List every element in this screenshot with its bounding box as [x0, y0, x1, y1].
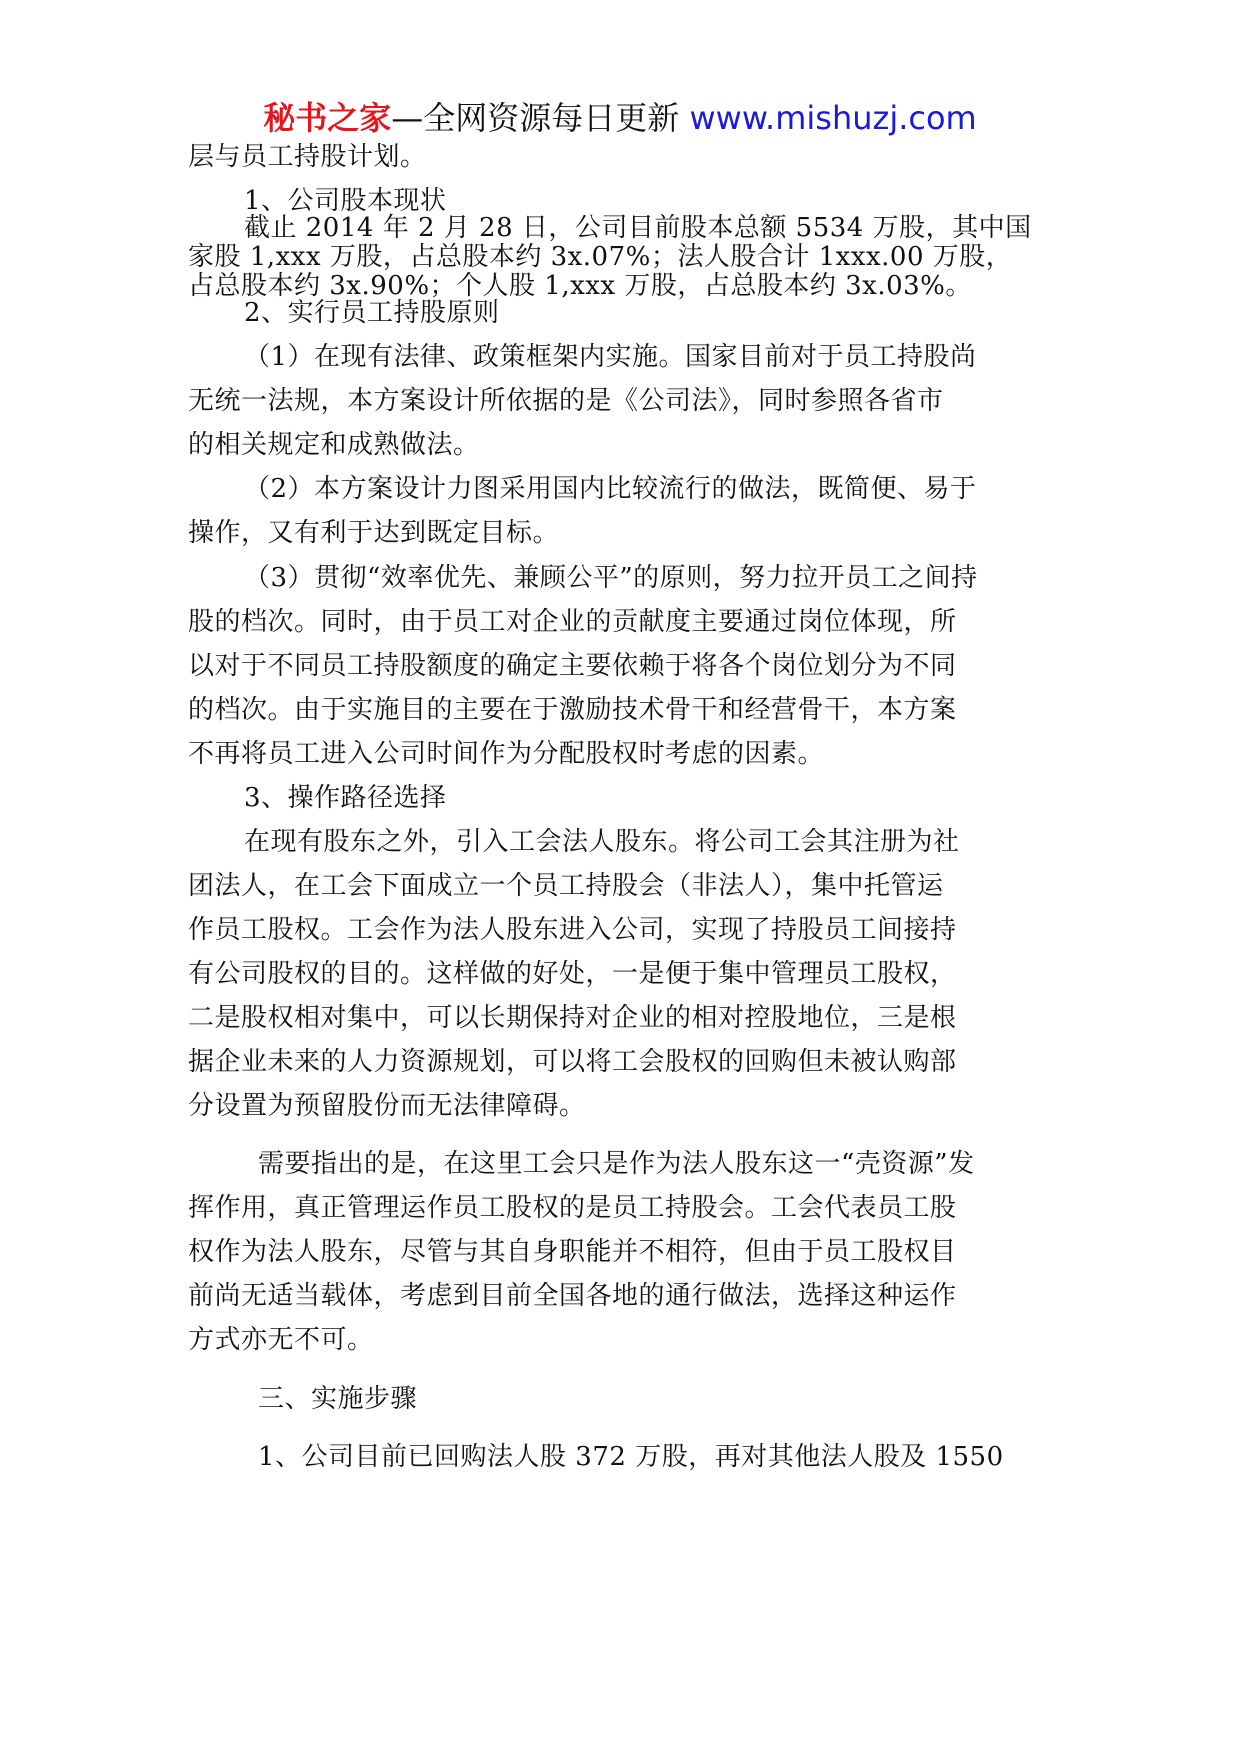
text-line: 截止 2014 年 2 月 28 日，公司目前股本总额 5534 万股，其中国: [244, 213, 1032, 243]
text-line: 占总股本约 3x.90%；个人股 1,xxx 万股，占总股本约 3x.03%。: [188, 271, 972, 301]
section-heading: 1、公司股本现状: [244, 186, 447, 216]
text-line: 股的档次。同时，由于员工对企业的贡献度主要通过岗位体现，所: [188, 607, 957, 637]
brand-name: 秘书之家: [263, 99, 392, 137]
text-line: 在现有股东之外，引入工会法人股东。将公司工会其注册为社: [244, 827, 960, 857]
brand-url[interactable]: www.mishuzj.com: [689, 99, 977, 137]
text-line: （1）在现有法律、政策框架内实施。国家目前对于员工持股尚: [244, 342, 977, 372]
brand-slogan: —全网资源每日更新: [391, 99, 680, 137]
text-line: 据企业未来的人力资源规划，可以将工会股权的回购但未被认购部: [188, 1047, 957, 1077]
text-line: （3）贯彻“效率优先、兼顾公平”的原则，努力拉开员工之间持: [244, 563, 978, 593]
text-line: 家股 1,xxx 万股，占总股本约 3x.07%；法人股合计 1xxx.00 万股，: [188, 242, 1013, 272]
text-line: 需要指出的是，在这里工会只是作为法人股东这一“壳资源”发: [258, 1149, 975, 1179]
text-line: 有公司股权的目的。这样做的好处，一是便于集中管理员工股权，: [188, 959, 957, 989]
text-line: （2）本方案设计力图采用国内比较流行的做法，既简便、易于: [244, 474, 977, 504]
text-line: 团法人，在工会下面成立一个员工持股会（非法人），集中托管运: [188, 871, 944, 901]
text-line: 无统一法规，本方案设计所依据的是《公司法》，同时参照各省市: [188, 386, 944, 416]
text-line: 以对于不同员工持股额度的确定主要依赖于将各个岗位划分为不同: [188, 651, 957, 681]
text-line: 的档次。由于实施目的主要在于激励技术骨干和经营骨干，本方案: [188, 695, 957, 725]
section-heading: 3、操作路径选择: [244, 783, 447, 813]
section-heading: 2、实行员工持股原则: [244, 298, 500, 328]
text-line: 前尚无适当载体，考虑到目前全国各地的通行做法，选择这种运作: [188, 1281, 957, 1311]
text-line: 的相关规定和成熟做法。: [188, 430, 480, 460]
text-line: 不再将员工进入公司时间作为分配股权时考虑的因素。: [188, 739, 825, 769]
section-heading: 三、实施步骤: [258, 1384, 418, 1414]
text-line: 作员工股权。工会作为法人股东进入公司，实现了持股员工间接持: [188, 915, 957, 945]
text-line: 分设置为预留股份而无法律障碍。: [188, 1091, 586, 1121]
text-line: 二是股权相对集中，可以长期保持对企业的相对控股地位，三是根: [188, 1003, 957, 1033]
watermark-header: [0, 98, 1240, 138]
text-line: 1、公司目前已回购法人股 372 万股，再对其他法人股及 1550: [258, 1442, 1004, 1472]
text-line: 权作为法人股东，尽管与其自身职能并不相符，但由于员工股权目: [188, 1237, 957, 1267]
text-line: 方式亦无不可。: [188, 1325, 374, 1355]
text-line: 层与员工持股计划。: [188, 142, 427, 172]
text-line: 挥作用，真正管理运作员工股权的是员工持股会。工会代表员工股: [188, 1193, 957, 1223]
text-line: 操作，又有利于达到既定目标。: [188, 518, 560, 548]
